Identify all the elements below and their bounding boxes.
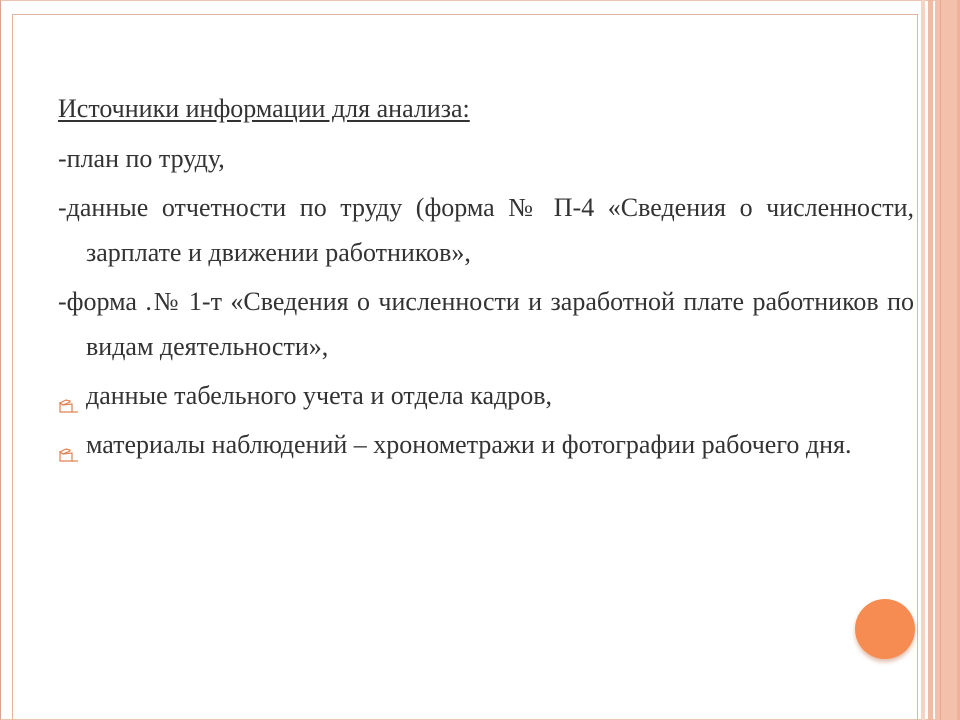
folder-bullet-icon	[58, 385, 80, 403]
list-item	[58, 373, 914, 418]
list-item	[58, 279, 914, 369]
list-item-text: -план по труду,	[58, 144, 225, 173]
list-item-text: -данные отчетности по труду (форма № П-4 «Сведения о численности, зарплате и движении работников»,	[58, 193, 914, 267]
decor-stripe	[928, 0, 933, 720]
decor-stripe	[921, 0, 925, 720]
list-item	[58, 185, 914, 275]
list-item-text: материалы наблюдений – хронометражи и фотографии рабочего дня.	[86, 430, 852, 459]
folder-bullet-icon	[58, 434, 80, 452]
decor-stripe	[940, 0, 941, 720]
list-item-text: -форма .№ 1-т «Сведения о численности и заработной плате работников по видам деятельности»,	[58, 287, 914, 361]
list-item	[58, 136, 914, 181]
slide-heading: Источники информации для анализа:	[58, 94, 470, 123]
list-item	[58, 422, 914, 467]
orange-circle-decoration	[855, 599, 915, 659]
list-item-text: данные табельного учета и отдела кадров,	[86, 381, 553, 410]
slide-body	[58, 86, 914, 471]
decor-stripe	[935, 0, 957, 720]
